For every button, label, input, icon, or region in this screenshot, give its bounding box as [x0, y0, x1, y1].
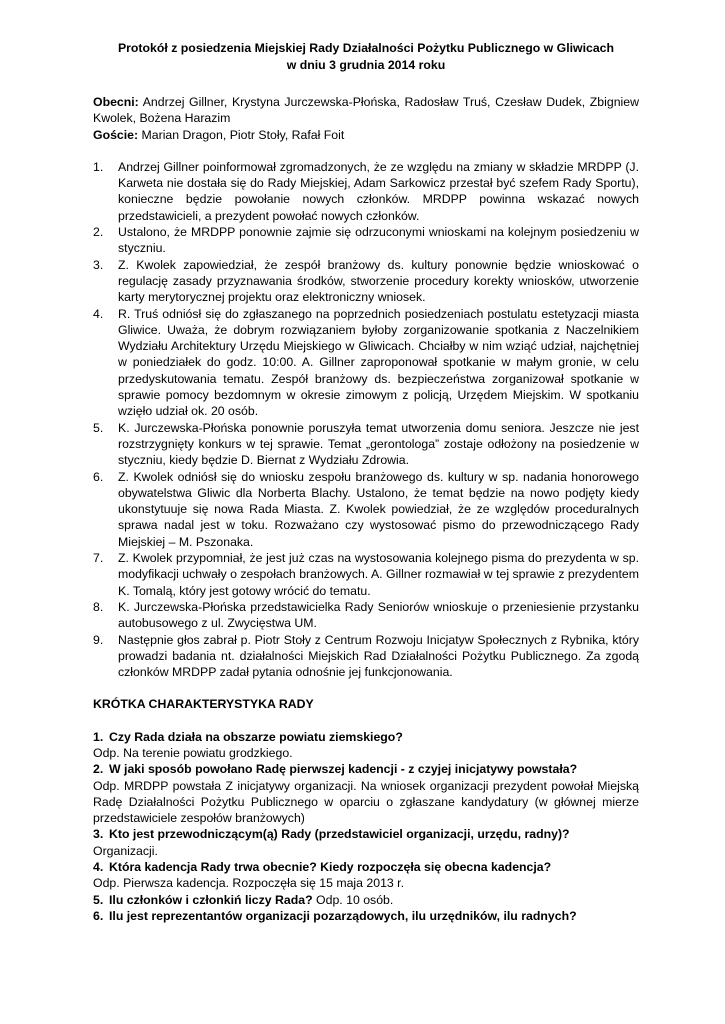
item-number: 5.	[93, 420, 104, 435]
section-heading: KRÓTKA CHARAKTERYSTYKA RADY	[93, 697, 314, 712]
item-number: 8.	[93, 599, 104, 614]
present-line	[93, 94, 639, 127]
question-number: 1.	[93, 729, 104, 744]
question-number: 2.	[93, 762, 104, 777]
list-item	[93, 632, 639, 681]
item-number: 2.	[93, 225, 104, 240]
item-text: R. Truś odniósł się do zgłaszanego na poprzednich posiedzeniach postulatu estetyzacji miasta Gliwice. Uważa, że dobrym rozwiązaniem byłoby zorganizowanie spotkania z Naczelnikiem Wydziału Architektury Urzędu Miejskiego w Gliwicach. Chciałby w nim wziąć udział, najchętniej w poniedziałek do godz. 10:00. A. Gillner zaproponował spotkanie w małym gronie, w celu przedyskutowania tematu. Zespół branżowy ds. bezpieczeństwa zorganizował spotkanie w sprawie pomocy bezdomnym w okresie zimowym z policją, Urzędem Miejskim. W spotkaniu wzięło udział ok. 20 osób.	[118, 306, 639, 419]
minutes-list	[93, 159, 639, 681]
question-text: Która kadencja Rady trwa obecnie? Kiedy rozpoczęła się obecna kadencja?	[109, 860, 552, 875]
guests-label: Goście:	[93, 127, 139, 142]
question	[93, 892, 639, 908]
item-number: 7.	[93, 551, 104, 566]
question	[93, 729, 639, 745]
item-number: 3.	[93, 257, 104, 272]
list-item	[93, 306, 639, 420]
title-line-2: w dniu 3 grudnia 2014 roku	[286, 57, 446, 72]
answer-inline: Odp. 10 osób.	[312, 892, 394, 907]
question-number: 5.	[93, 892, 104, 907]
question-text: Kto jest przewodniczącym(ą) Rady (przedstawiciel organizacji, urzędu, radny)?	[109, 827, 570, 842]
item-text: K. Jurczewska-Płońska ponownie poruszyła temat utworzenia domu seniora. Jeszcze nie jest rozstrzygnięty konkurs w tej sprawie. Temat „gerontologa” zostaje odłożony na posiedzenie w styczniu, kiedy będzie D. Biernat z Wydziału Zdrowia.	[118, 420, 639, 468]
list-item	[93, 420, 639, 469]
question-number: 6.	[93, 908, 104, 923]
guests-line	[93, 127, 639, 143]
item-number: 6.	[93, 469, 104, 484]
item-text: Z. Kwolek przypomniał, że jest już czas na wystosowania kolejnego pisma do prezydenta w sp. modyfikacji uchwały o zespołach branżowych. A. Gillner rozmawiał w tej sprawie z prezydentem K. Tomalą, który jest gotowy wrócić do tematu.	[118, 551, 639, 598]
list-item	[93, 550, 639, 599]
question-text: Czy Rada działa na obszarze powiatu ziemskiego?	[109, 729, 403, 744]
document-title	[93, 40, 639, 73]
list-item	[93, 224, 639, 257]
list-item	[93, 159, 639, 224]
attendance	[93, 94, 639, 143]
item-text: Z. Kwolek zapowiedział, że zespół branżowy ds. kultury ponownie będzie wnioskować o regulację zasady przyznawania środków, stworzenie procedury korekty wniosków, utworzenie karty merytorycznej projektu oraz elektroniczny wniosek.	[118, 257, 639, 305]
question-text: Ilu jest reprezentantów organizacji pozarządowych, ilu urzędników, ilu radnych?	[109, 908, 577, 923]
answer: Odp. MRDPP powstała Z inicjatywy organizacji. Na wniosek organizacji prezydent powołał Miejską Radę Działalności Pożytku Publicznego w oparciu o zgłaszane kandydatury (w głównej mierze przedstawiciele zespołów branżowych)	[93, 778, 639, 826]
list-item	[93, 469, 639, 550]
question-number: 4.	[93, 860, 104, 875]
question-text: Ilu członków i członkiń liczy Rada?	[109, 892, 313, 907]
answer: Odp. Na terenie powiatu grodzkiego.	[93, 745, 293, 760]
question	[93, 908, 639, 924]
guests-names: Marian Dragon, Piotr Stoły, Rafał Foit	[138, 127, 345, 142]
question	[93, 859, 639, 875]
list-item	[93, 257, 639, 306]
question-text: W jaki sposób powołano Radę pierwszej kadencji - z czyjej inicjatywy powstała?	[109, 762, 578, 777]
questionnaire	[93, 729, 639, 925]
title-line-1: Protokół z posiedzenia Miejskiej Rady Działalności Pożytku Publicznego w Gliwicach	[117, 41, 615, 55]
question-number: 3.	[93, 827, 104, 842]
item-text: Ustalono, że MRDPP ponownie zajmie się odrzuconymi wnioskami na kolejnym posiedzeniu w styczniu.	[118, 225, 639, 256]
item-text: Andrzej Gillner poinformował zgromadzonych, że ze względu na zmiany w składzie MRDPP (J. Karweta nie dostała się do Rady Miejskiej, Adam Sarkowicz przestał być szefem Rady Sportu), konieczne będzie powołanie nowych członków. MRDPP powinna wskazać nowych przedstawicieli, a prezydent powołać nowych członków.	[118, 159, 639, 223]
item-text: K. Jurczewska-Płońska przedstawicielka Rady Seniorów wnioskuje o przeniesienie przystanku autobusowego z ul. Zwycięstwa UM.	[118, 599, 639, 631]
present-label: Obecni:	[93, 95, 139, 109]
question	[93, 761, 639, 777]
item-number: 9.	[93, 632, 104, 647]
item-text: Następnie głos zabrał p. Piotr Stoły z Centrum Rozwoju Inicjatyw Społecznych z Rybnika, który prowadzi badania nt. działalności Miejskich Rad Działalności Pożytku Publicznego. Za zgodą członków MRDPP zadał pytania odnośnie jej funkcjonowania.	[118, 632, 639, 680]
answer: Odp. Pierwsza kadencja. Rozpoczęła się 15 maja 2013 r.	[93, 876, 405, 891]
item-number: 4.	[93, 306, 104, 321]
present-names: Andrzej Gillner, Krystyna Jurczewska-Płońska, Radosław Truś, Czesław Dudek, Zbigniew Kwolek, Bożena Harazim	[93, 95, 639, 126]
list-item	[93, 599, 639, 632]
question	[93, 826, 639, 842]
answer: Organizacji.	[93, 843, 158, 858]
item-text: Z. Kwolek odniósł się do wniosku zespołu branżowego ds. kultury w sp. nadania honorowego obywatelstwa Gliwic dla Norberta Blachy. Ustalono, że temat będzie na nowo podjęty kiedy ukonstytuuje się nowa Rada Miasta. Z. Kwolek powiedział, że ze względów proceduralnych sprawa nadal jest w toku. Rozważano czy wystosować pismo do przewodniczącego Rady Miejskiej – M. Pszonaka.	[118, 469, 639, 549]
item-number: 1.	[93, 159, 104, 174]
